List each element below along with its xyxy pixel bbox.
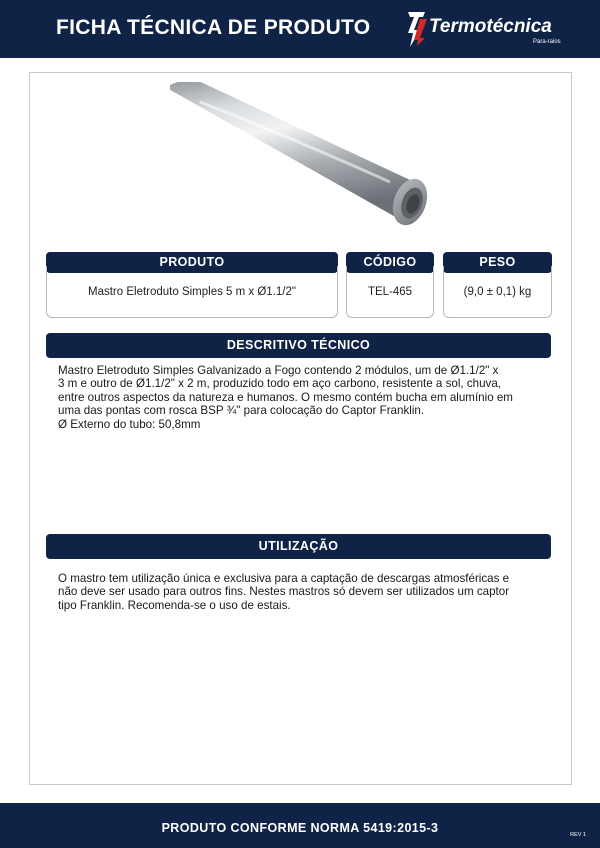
brand-name: Termotécnica [429,16,552,37]
descritivo-line: Mastro Eletroduto Simples Galvanizado a Fogo contendo 2 módulos, um de Ø1.1/2" x [58,364,499,377]
utilizacao-line: O mastro tem utilização única e exclusiva para a captação de descargas atmosféricas e [58,572,510,585]
descritivo-line: 3 m e outro de Ø1.1/2" x 2 m, produzido todo em aço carbono, resistente a sol, chuva, [58,377,501,391]
revision-label: REV 1 [570,832,586,838]
descritivo-line: Ø Externo do tubo: 50,8mm [58,417,201,431]
descritivo-text [58,364,542,431]
utilizacao-line: não deve ser usado para outros fins. Nestes mastros só devem ser utilizados um captor [58,585,510,599]
lightning-logo-icon [405,10,429,48]
codigo-header: CÓDIGO [346,252,434,273]
utilizacao-text [58,572,544,612]
descritivo-header: DESCRITIVO TÉCNICO [46,333,551,358]
peso-header: PESO [443,252,552,273]
utilizacao-line: tipo Franklin. Recomenda-se o uso de estais. [58,598,291,612]
peso-value: (9,0 ± 0,1) kg [443,266,552,318]
header-bar [0,0,600,58]
norma-statement: PRODUTO CONFORME NORMA 5419:2015-3 [161,821,439,835]
brand-subtitle: Para-raios [533,39,561,45]
descritivo-line: entre outros aspectos da natureza e humanos. O mesmo contém bucha em alumínio em [58,390,513,404]
page-title: FICHA TÉCNICA DE PRODUTO [56,16,371,39]
footer-bar [0,803,600,848]
descritivo-line: uma das pontas com rosca BSP ¾" para colocação do Captor Franklin. [58,404,425,418]
produto-value: Mastro Eletroduto Simples 5 m x Ø1.1/2" [46,266,338,318]
product-photo-galvanized-pipe [170,82,430,232]
utilizacao-header: UTILIZAÇÃO [46,534,551,559]
brand-logo [405,10,575,50]
codigo-value: TEL-465 [346,266,434,318]
produto-header: PRODUTO [46,252,338,273]
